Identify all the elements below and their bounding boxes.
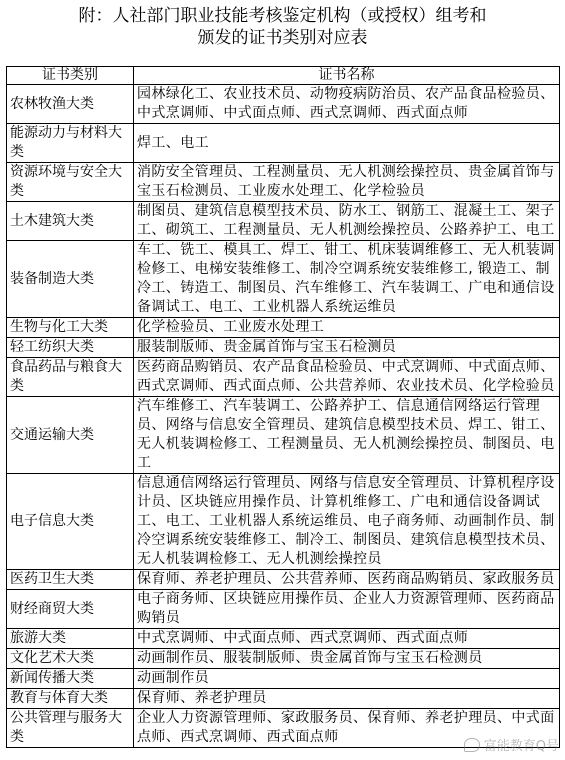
table-row [7,629,560,649]
table-row [7,241,560,318]
category-cell: 食品药品与粮食大类 [7,358,134,397]
table-row [7,669,560,689]
category-cell: 医药卫生大类 [7,570,134,590]
header-names: 证书名称 [134,67,560,85]
category-cell: 农林牧渔大类 [7,85,134,124]
certificate-table-container [6,66,559,748]
table-row [7,570,560,590]
category-cell: 电子信息大类 [7,474,134,570]
certificate-names-cell: 制图员、建筑信息模型技术员、防水工、钢筋工、混凝土工、架子工、砌筑工、工程测量员、无人机测绘操控员、公路养护工、电工 [134,202,560,241]
table-row [7,397,560,474]
certificate-names-cell: 动画制作员、服装制版师、贵金属首饰与宝玉石检测员 [134,649,560,669]
chat-bubble-icon [464,738,480,752]
page-title [0,0,565,49]
table-row [7,649,560,669]
certificate-table [6,66,560,748]
certificate-names-cell: 中式烹调师、中式面点师、西式烹调师、西式面点师 [134,629,560,649]
certificate-names-cell: 医药商品购销员、农产品食品检验员、中式烹调师、中式面点师、西式烹调师、西式面点师、公共营养师、农业技术员、化学检验员 [134,358,560,397]
certificate-names-cell: 车工、铣工、模具工、焊工、钳工、机床装调维修工、无人机装调检修工、电梯安装维修工、制冷空调系统安装维修工, 锻造工、制冷工、铸造工、制图员、汽车维修工、汽车装调工、广电和通信设备调试工、电工、工业机器人系统运维员 [134,241,560,318]
table-row [7,689,560,709]
table-row [7,85,560,124]
category-cell: 资源环境与安全大类 [7,163,134,202]
certificate-names-cell: 消防安全管理员、工程测量员、无人机测绘操控员、贵金属首饰与宝玉石检测员、工业废水处理工、化学检验员 [134,163,560,202]
category-cell: 新闻传播大类 [7,669,134,689]
table-row [7,590,560,629]
certificate-names-cell: 汽车维修工、汽车装调工、公路养护工、信息通信网络运行管理员、网络与信息安全管理员、建筑信息模型技术员、焊工、钳工、无人机装调检修工、工程测量员、无人机测绘操控员、制图员、电工 [134,397,560,474]
table-row [7,202,560,241]
table-body [7,85,560,748]
certificate-names-cell: 焊工、电工 [134,124,560,163]
title-line-1: 附：人社部门职业技能考核鉴定机构（或授权）组考和 [78,6,487,26]
watermark-text: 富能教育Q号 [483,739,559,754]
table-row [7,358,560,397]
table-row [7,318,560,338]
certificate-names-cell: 园林绿化工、农业技术员、动物疫病防治员、农产品食品检验员、中式烹调师、中式面点师、西式烹调师、西式面点师 [134,85,560,124]
watermark [464,735,559,754]
table-row [7,124,560,163]
category-cell: 土木建筑大类 [7,202,134,241]
certificate-names-cell: 信息通信网络运行管理员、网络与信息安全管理员、计算机程序设计员、区块链应用操作员、计算机维修工、广电和通信设备调试工、电工、工业机器人系统运维员、电子商务师、动画制作员、制冷空调系统安装维修工、制冷工、制图员、建筑信息模型技术员、无人机装调检修工、无人机测绘操控员 [134,474,560,570]
category-cell: 文化艺术大类 [7,649,134,669]
category-cell: 能源动力与材料大类 [7,124,134,163]
category-cell: 装备制造大类 [7,241,134,318]
certificate-names-cell: 电子商务师、区块链应用操作员、企业人力资源管理师、医药商品购销员 [134,590,560,629]
table-row [7,163,560,202]
category-cell: 公共管理与服务大类 [7,709,134,748]
title-line-2: 颁发的证书类别对应表 [197,28,368,48]
header-category: 证书类别 [7,67,134,85]
certificate-names-cell: 保育师、养老护理员 [134,689,560,709]
certificate-names-cell: 化学检验员、工业废水处理工 [134,318,560,338]
category-cell: 教育与体育大类 [7,689,134,709]
category-cell: 财经商贸大类 [7,590,134,629]
certificate-names-cell: 保育师、养老护理员、公共营养师、医药商品购销员、家政服务员 [134,570,560,590]
category-cell: 生物与化工大类 [7,318,134,338]
certificate-names-cell: 企业人力资源管理师、家政服务员、保育师、养老护理员、中式面点师、西式烹调师、西式面点师 [134,709,560,748]
table-row [7,474,560,570]
table-header-row [7,67,560,85]
category-cell: 交通运输大类 [7,397,134,474]
table-row [7,338,560,358]
certificate-names-cell: 服装制版师、贵金属首饰与宝玉石检测员 [134,338,560,358]
category-cell: 轻工纺织大类 [7,338,134,358]
certificate-names-cell: 动画制作员 [134,669,560,689]
category-cell: 旅游大类 [7,629,134,649]
